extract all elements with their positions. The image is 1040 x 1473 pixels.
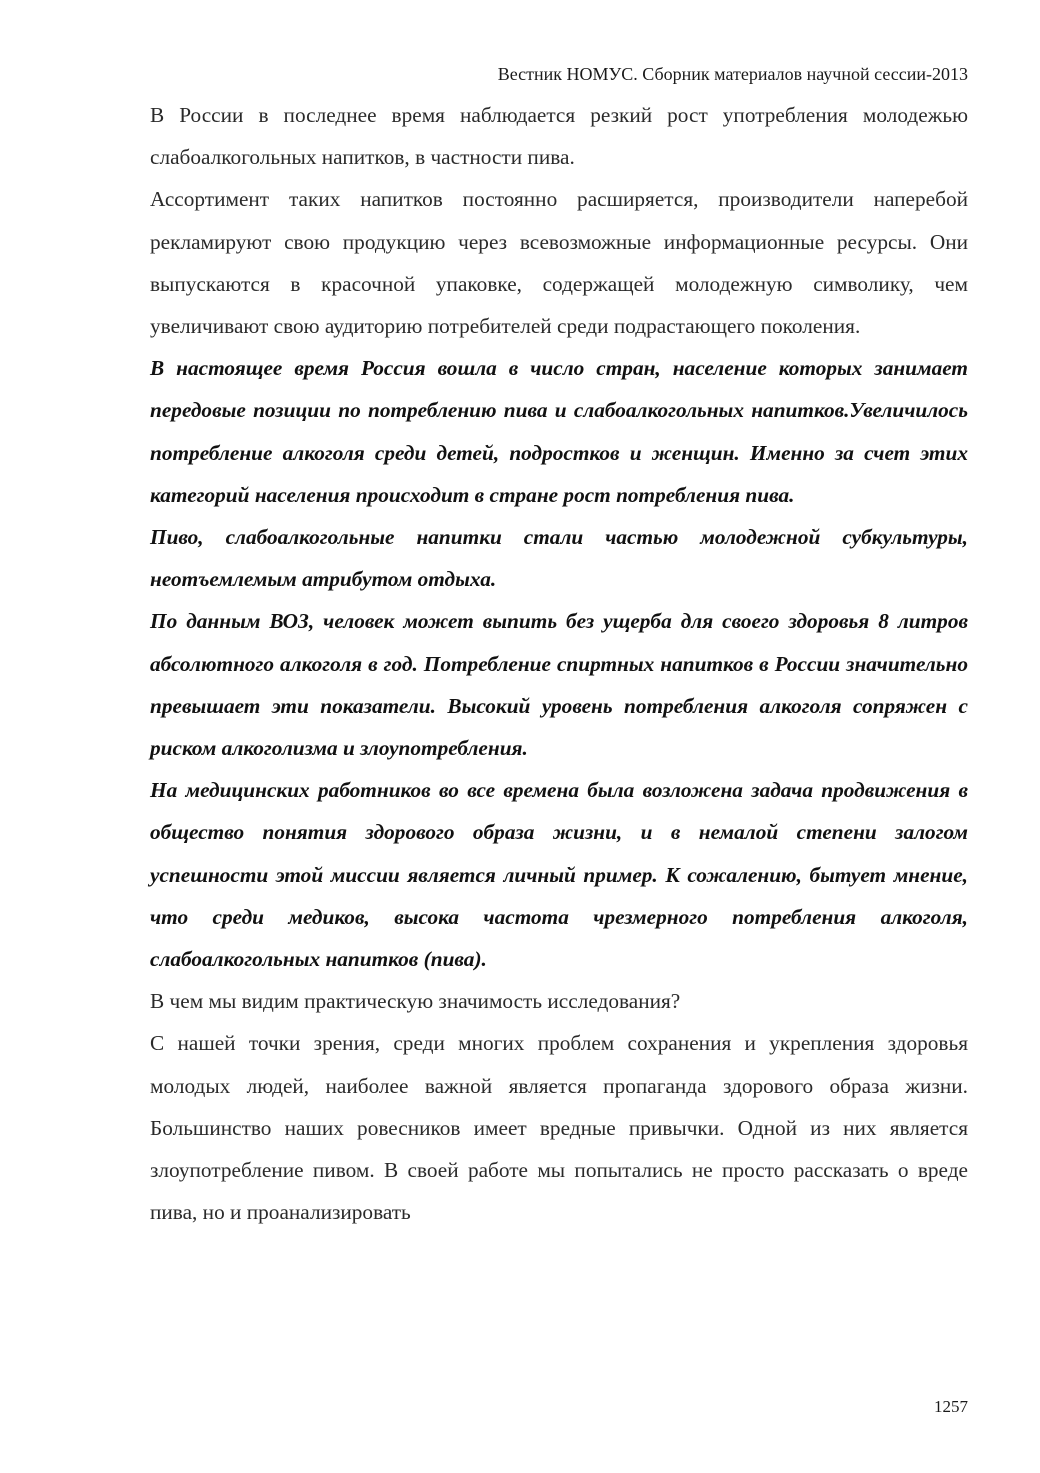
paragraph-assortment: Ассортимент таких напитков постоянно расширяется, производители наперебой рекламируют свою продукцию через всевозможные информационные ресурсы. Они выпускаются в красочной упаковке, содержащей молодежную символику, чем увеличивают свою аудиторию потребителей среди подрастающего поколения. (150, 187, 968, 339)
paragraph-significance: С нашей точки зрения, среди многих проблем сохранения и укрепления здоровья молодых людей, наиболее важной является пропаганда здорового образа жизни. Большинство наших ровесников имеет вредные привычки. Одной из них является злоупотребление пивом. В своей работе мы попытались не просто рассказать о вреде пива, но и проанализировать (150, 1031, 968, 1225)
paragraph-russia-consumption: В настоящее время Россия вошла в число стран, население которых занимает передовые позиции по потреблению пива и слабоалкогольных напитков.Увеличилось потребление алкоголя среди детей, подростков и женщин. Именно за счет этих категорий населения происходит в стране рост потребления пива. (150, 356, 968, 507)
paragraph-subculture: Пиво, слабоалкогольные напитки стали частью молодежной субкультуры, неотъемлемым атрибутом отдыха. (150, 525, 968, 592)
page-number: 1257 (934, 1397, 968, 1416)
paragraph-intro: В России в последнее время наблюдается резкий рост употребления молодежью слабоалкогольных напитков, в частности пива. (150, 103, 968, 170)
running-header: Вестник НОМУС. Сборник материалов научной сессии-2013 (497, 64, 968, 84)
paragraph-medical-workers: На медицинских работников во все времена была возложена задача продвижения в общество понятия здорового образа жизни, и в немалой степени залогом успешности этой миссии является личный пример. К сожалению, бытует мнение, что среди медиков, высока частота чрезмерного потребления алкоголя, слабоалкогольных напитков (пива). (150, 778, 968, 972)
paragraph-who-data: По данным ВОЗ, человек может выпить без ущерба для своего здоровья 8 литров абсолютного алкоголя в год. Потребление спиртных напитков в России значительно превышает эти показатели. Высокий уровень потребления алкоголя сопряжен с риском алкоголизма и злоупотребления. (150, 609, 968, 761)
paragraph-question: В чем мы видим практическую значимость исследования? (150, 989, 681, 1014)
document-body (150, 94, 968, 1233)
